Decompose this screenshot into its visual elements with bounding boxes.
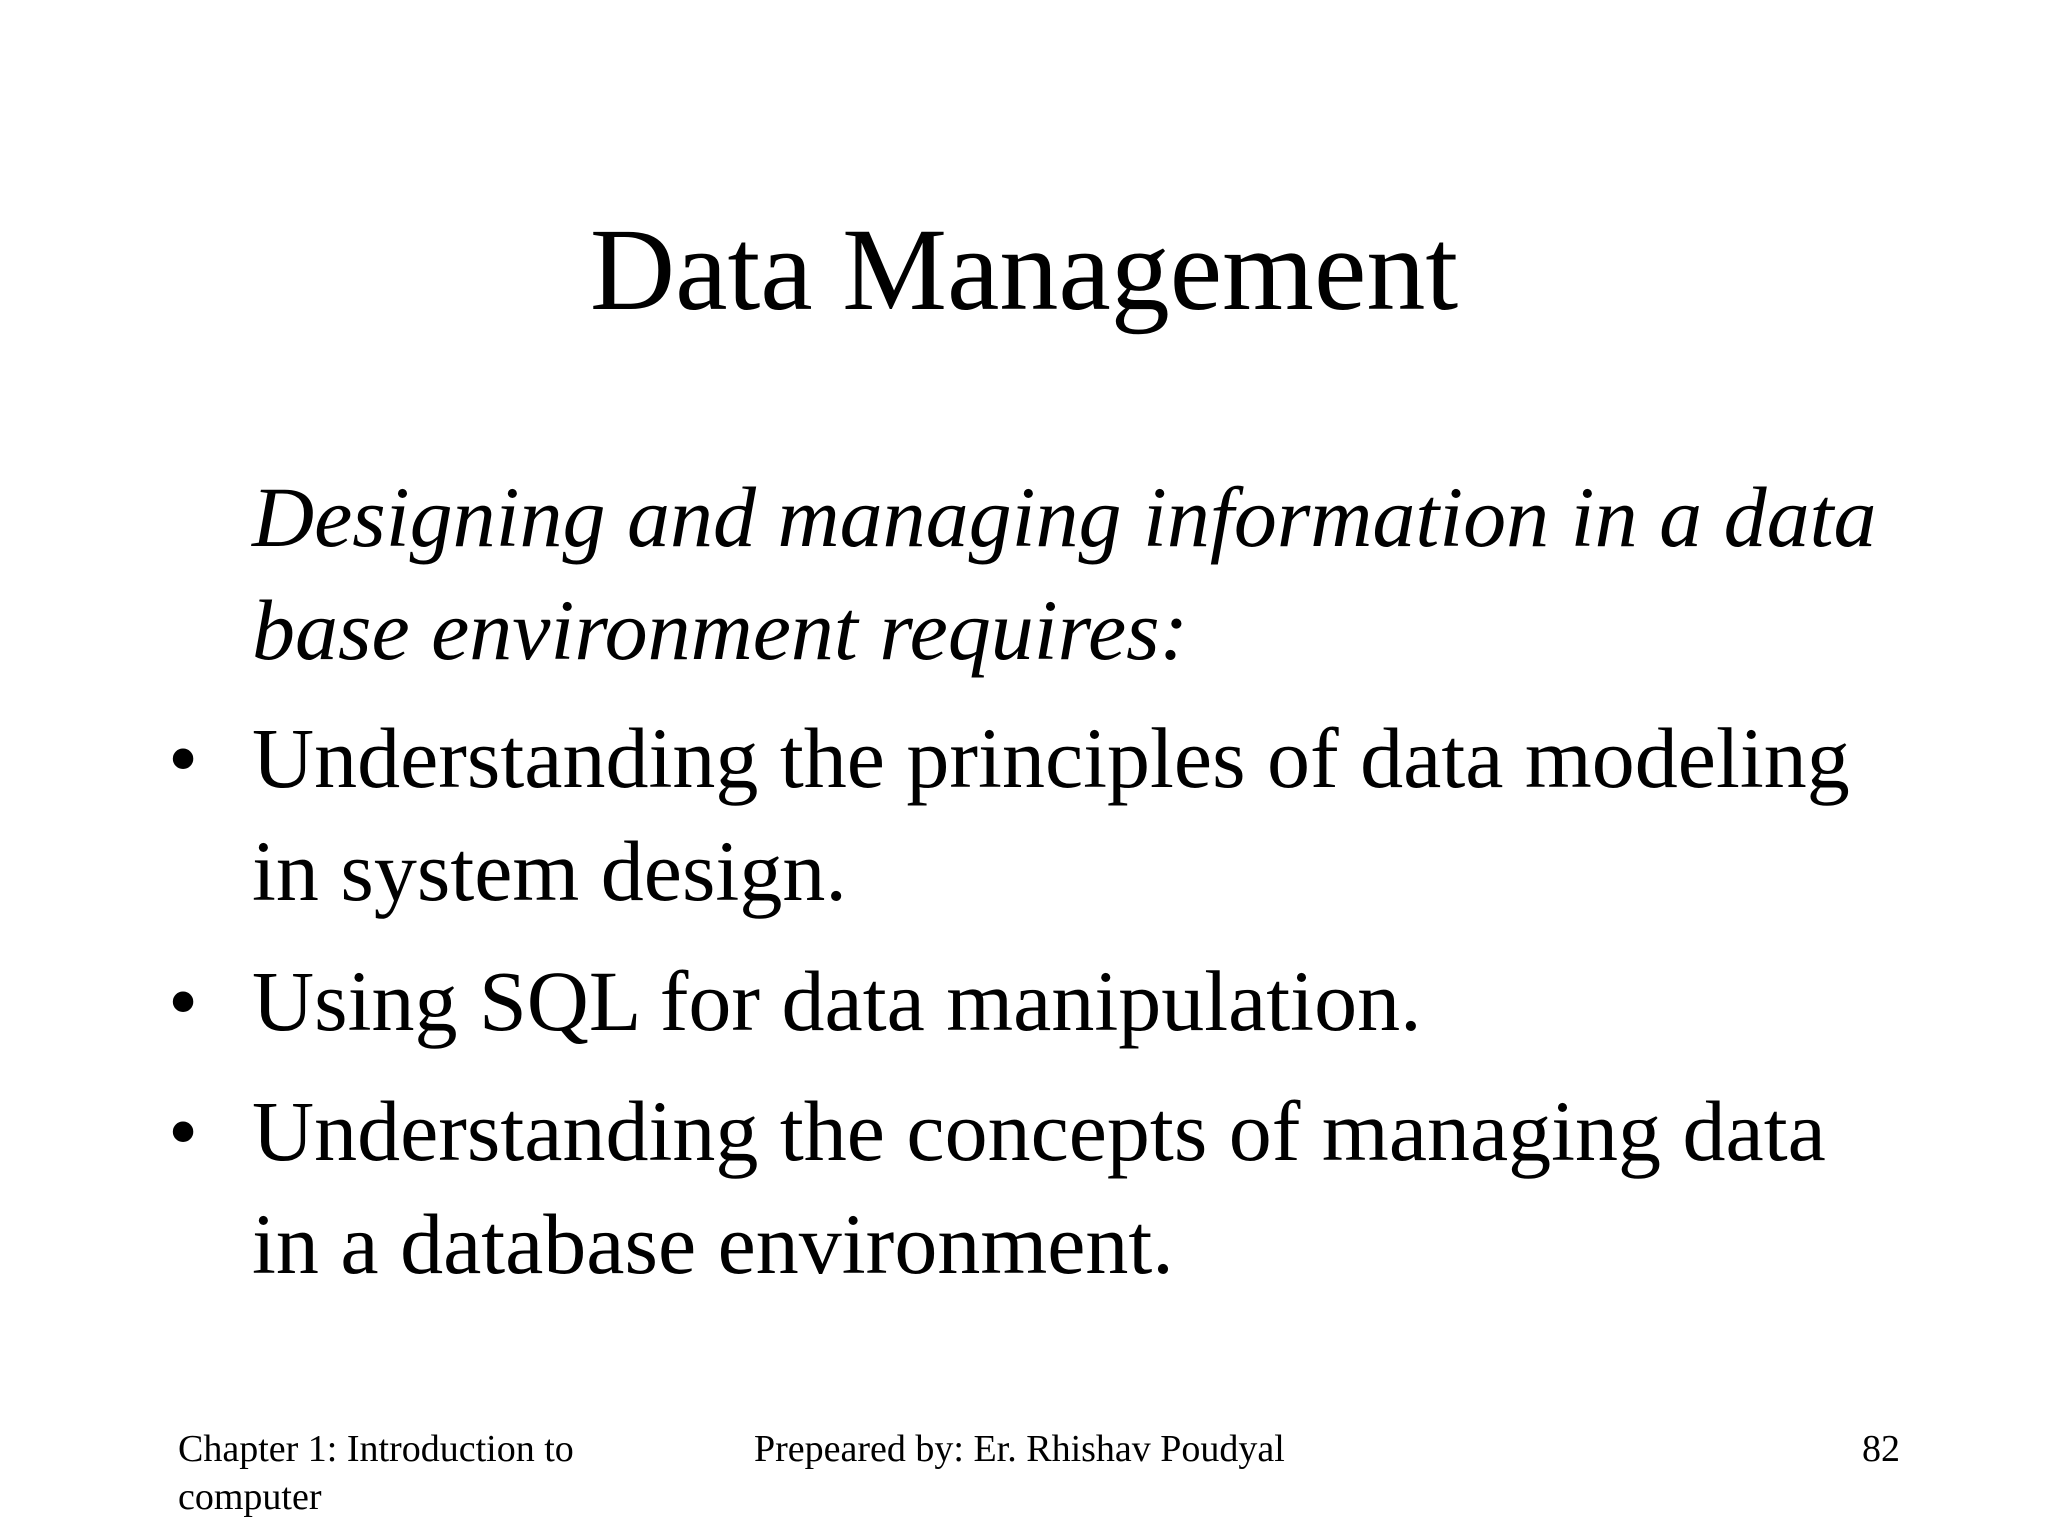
page-number: 82 — [1862, 1428, 1900, 1470]
bullet-text: Understanding the principles of data modeling in system design. — [252, 710, 1850, 919]
slide-title: Data Management — [589, 204, 1459, 335]
bullet-item — [0, 945, 1902, 1058]
bullet-icon: • — [168, 1083, 199, 1179]
bullet-text: Using SQL for data manipulation. — [252, 953, 1422, 1049]
intro-text: Designing and managing information in a data base environment requires: — [252, 469, 1877, 678]
footer-chapter: Chapter 1: Introduction to computer — [178, 1428, 574, 1518]
footer-author: Prepeared by: Er. Rhishav Poudyal — [754, 1428, 1285, 1470]
bullet-text: Understanding the concepts of managing data in a database environment. — [252, 1083, 1826, 1292]
bullet-icon: • — [168, 953, 199, 1049]
bullet-list — [0, 702, 2048, 1318]
bullet-icon: • — [168, 710, 199, 806]
bullet-item — [0, 1075, 1902, 1301]
bullet-item — [0, 702, 1902, 928]
